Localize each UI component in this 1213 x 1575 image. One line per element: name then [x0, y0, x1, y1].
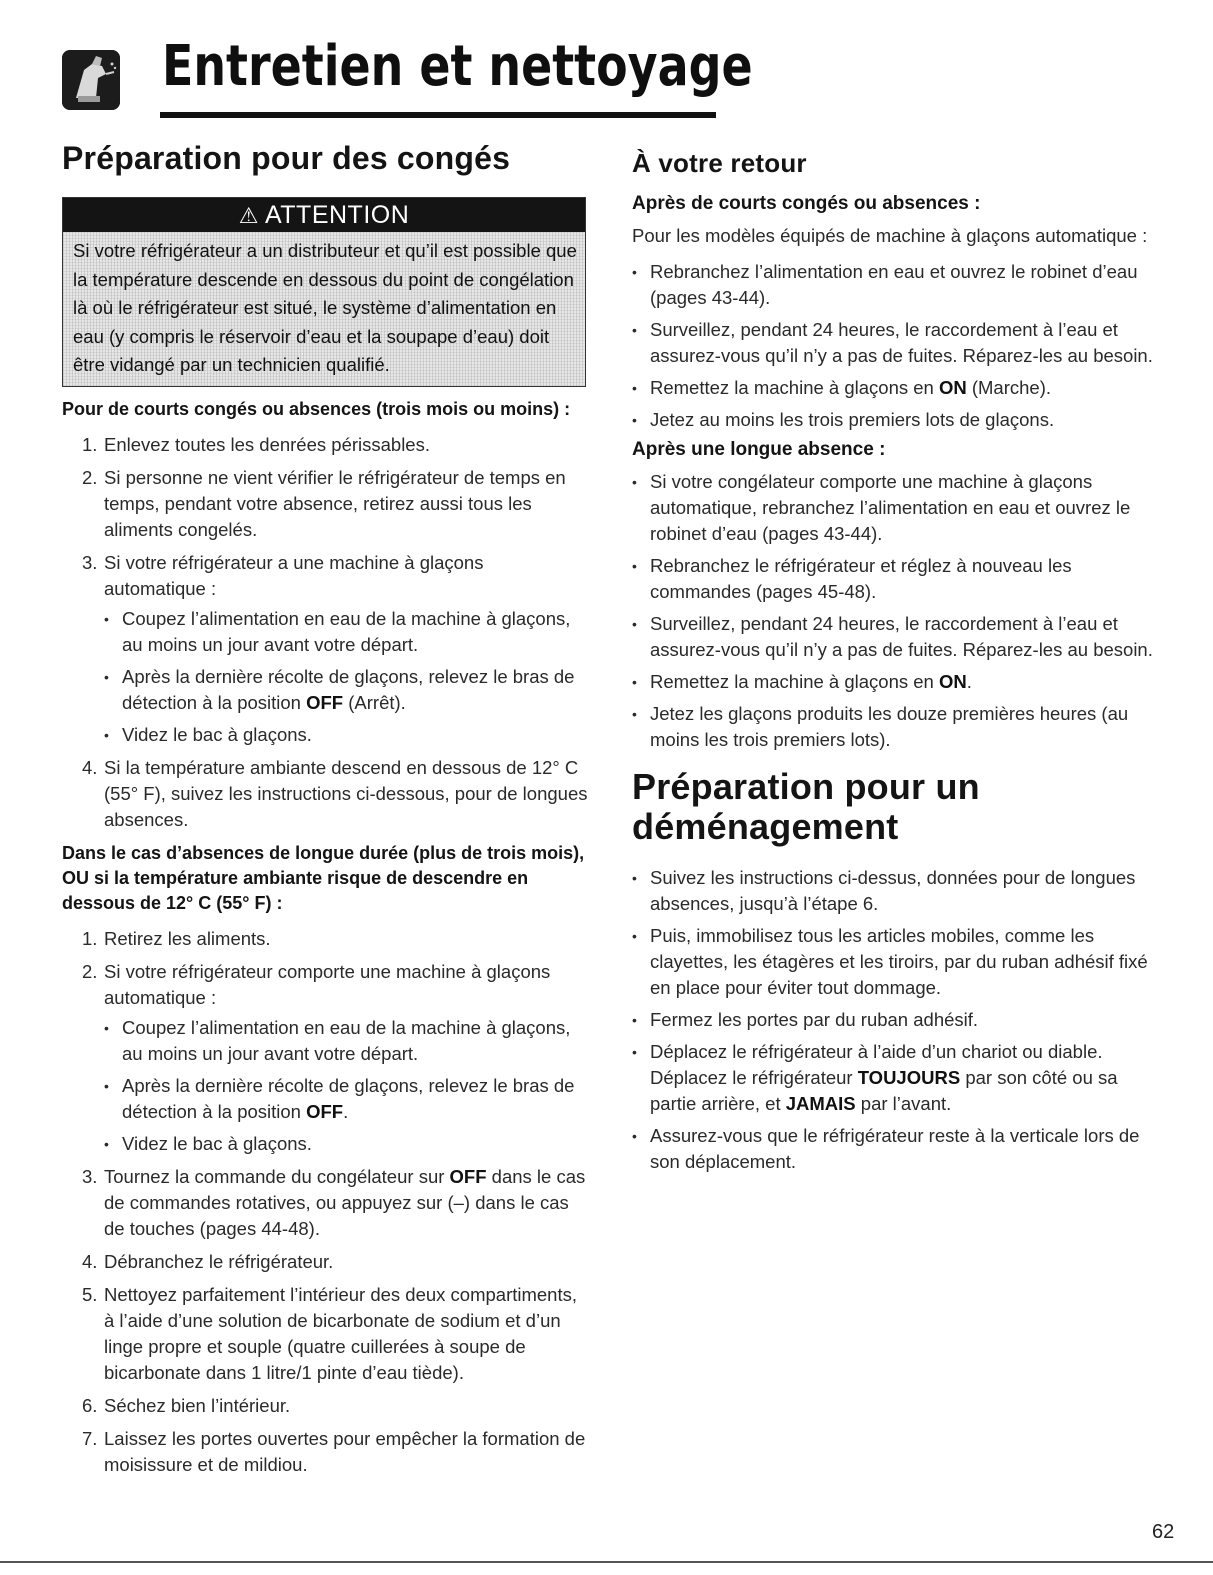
- step-item: [62, 1393, 590, 1419]
- right-column: [632, 148, 1162, 1181]
- keyword-off: OFF: [306, 691, 344, 713]
- bullet-text: par l’avant.: [855, 1093, 952, 1114]
- bullet-item: • Videz le bac à glaçons.: [104, 722, 590, 748]
- bullet-text: Après la dernière récolte de glaçons, relevez le bras de détection à la position: [122, 665, 575, 713]
- left-column: [62, 140, 590, 1486]
- attention-header: [63, 198, 585, 232]
- long-return-heading: Après une longue absence :: [632, 439, 886, 460]
- short-absence-heading: Pour de courts congés ou absences (trois mois ou moins) :: [62, 398, 571, 419]
- bottom-rule: [0, 1561, 1213, 1563]
- long-absence-heading: Dans le cas d’absences de longue durée (plus de trois mois), OU si la température ambiante risque de descendre en dessous de 12° C (55° F) :: [62, 842, 585, 913]
- short-return-bullets: [632, 259, 1162, 433]
- step-text: Nettoyez parfaitement l’intérieur des deux compartiments, à l’aide d’une solution de bicarbonate de sodium et d’un linge propre et souple (quatre cuillerées à soupe de bicarbonate dans 1 litre/1 pinte d’eau tiède).: [104, 1283, 577, 1383]
- bullet-item: • Surveillez, pendant 24 heures, le raccordement à l’eau et assurez-vous qu’il n’y a pas de fuites. Réparez-les au besoin.: [632, 317, 1162, 369]
- step-text: dans le cas de commandes rotatives, ou appuyez sur (–) dans le cas de touches (pages 44-48).: [104, 1165, 586, 1239]
- step-text: Séchez bien l’intérieur.: [104, 1394, 291, 1416]
- attention-box: [62, 197, 586, 387]
- bullet-text: .: [966, 671, 972, 692]
- bullet-item: • Rebranchez le réfrigérateur et réglez à nouveau les commandes (pages 45-48).: [632, 553, 1162, 605]
- bullet-item: [632, 375, 1162, 401]
- section-title-return: À votre retour: [632, 148, 807, 178]
- step-number: 1.: [82, 927, 98, 949]
- step-text: Si votre réfrigérateur a une machine à glaçons automatique :: [104, 551, 484, 599]
- bullet-text: Remettez la machine à glaçons en: [650, 377, 939, 398]
- step-text: Si votre réfrigérateur comporte une machine à glaçons automatique :: [104, 960, 551, 1008]
- bullet-text: Après la dernière récolte de glaçons, relevez le bras de détection à la position: [122, 1074, 575, 1122]
- section-title-moving: Préparation pour un déménagement: [632, 766, 980, 847]
- step-item: [62, 550, 590, 748]
- page-header: [62, 34, 753, 124]
- keyword-on: ON: [938, 671, 967, 692]
- title-underline: [160, 112, 716, 118]
- bullet-item: [104, 1073, 590, 1125]
- step-text: Débranchez le réfrigérateur.: [104, 1250, 334, 1272]
- step-item: [62, 465, 590, 543]
- step-item: [62, 959, 590, 1157]
- bullet-text: (Arrêt).: [343, 691, 406, 713]
- bullet-item: [632, 1039, 1162, 1117]
- keyword-off: OFF: [449, 1165, 487, 1187]
- bullet-item: • Rebranchez l’alimentation en eau et ouvrez le robinet d’eau (pages 43-44).: [632, 259, 1162, 311]
- bullet-item: • Coupez l’alimentation en eau de la machine à glaçons, au moins un jour avant votre départ.: [104, 1015, 590, 1067]
- step-text: Retirez les aliments.: [104, 927, 271, 949]
- step-number: 7.: [82, 1427, 98, 1449]
- moving-bullets: [632, 865, 1162, 1175]
- spray-bottle-icon: [62, 50, 120, 110]
- step-text: Si la température ambiante descend en dessous de 12° C (55° F), suivez les instructions ci-dessous, pour de longues absences.: [104, 756, 588, 830]
- bullet-text: (Marche).: [966, 377, 1052, 398]
- step-number: 4.: [82, 756, 98, 778]
- step-number: 4.: [82, 1250, 98, 1272]
- step-number: 2.: [82, 466, 98, 488]
- bullet-item: • Assurez-vous que le réfrigérateur reste à la verticale lors de son déplacement.: [632, 1123, 1162, 1175]
- step-text: Enlevez toutes les denrées périssables.: [104, 433, 430, 455]
- page-number: 62: [1152, 1521, 1175, 1543]
- step-number: 2.: [82, 960, 98, 982]
- bullet-item: • Coupez l’alimentation en eau de la machine à glaçons, au moins un jour avant votre départ.: [104, 606, 590, 658]
- bullet-item: • Videz le bac à glaçons.: [104, 1131, 590, 1157]
- bullet-text: .: [343, 1100, 349, 1122]
- step-number: 6.: [82, 1394, 98, 1416]
- bullet-item: • Si votre congélateur comporte une machine à glaçons automatique, rebranchez l’alimentation en eau et ouvrez le robinet d’eau (pages 43-44).: [632, 469, 1162, 547]
- long-return-bullets: [632, 469, 1162, 753]
- bullet-item: • Puis, immobilisez tous les articles mobiles, comme les clayettes, les étagères et les tiroirs, par du ruban adhésif fixé en place pour éviter tout dommage.: [632, 923, 1162, 1001]
- bullet-item: [632, 669, 1162, 695]
- step-item: [62, 1426, 590, 1478]
- keyword-always: TOUJOURS: [857, 1067, 961, 1088]
- bullet-item: • Suivez les instructions ci-dessus, données pour de longues absences, jusqu’à l’étape 6.: [632, 865, 1162, 917]
- bullet-text: par son côté ou sa partie arrière, et: [650, 1067, 1118, 1114]
- step-number: 3.: [82, 1165, 98, 1187]
- step-item: [62, 755, 590, 833]
- bullet-item: • Jetez les glaçons produits les douze premières heures (au moins les trois premiers lots).: [632, 701, 1162, 753]
- bullet-text: Déplacez le réfrigérateur à l’aide d’un chariot ou diable. Déplacez le réfrigérateur: [650, 1041, 1103, 1088]
- step-item: [62, 1282, 590, 1386]
- step-item: [62, 926, 590, 952]
- step-item: [62, 1249, 590, 1275]
- attention-heading: ATTENTION: [264, 201, 410, 229]
- keyword-on: ON: [938, 377, 967, 398]
- attention-text: Si votre réfrigérateur a un distributeur et qu’il est possible que la température descende en dessous du point de congélation là où le réfrigérateur est situé, le système d’alimentation en eau (y compris le réservoir d’eau et la soupape d’eau) doit être vidangé par un technicien qualifié.: [63, 232, 585, 386]
- bullet-item: [104, 664, 590, 716]
- warning-icon: ⚠: [238, 203, 259, 228]
- short-absence-steps: [62, 432, 590, 833]
- section-title-vacation: Préparation pour des congés: [62, 140, 511, 176]
- step-item: [62, 432, 590, 458]
- bullet-item: • Surveillez, pendant 24 heures, le raccordement à l’eau et assurez-vous qu’il n’y a pas de fuites. Réparez-les au besoin.: [632, 611, 1162, 663]
- step-number: 3.: [82, 551, 98, 573]
- bullet-item: • Fermez les portes par du ruban adhésif.: [632, 1007, 1162, 1033]
- step-number: 1.: [82, 433, 98, 455]
- bullet-item: • Jetez au moins les trois premiers lots de glaçons.: [632, 407, 1162, 433]
- short-return-intro: Pour les modèles équipés de machine à glaçons automatique :: [632, 225, 1148, 246]
- step-item: [62, 1164, 590, 1242]
- keyword-never: JAMAIS: [785, 1093, 856, 1114]
- bullet-text: Remettez la machine à glaçons en: [650, 671, 939, 692]
- keyword-off: OFF: [306, 1100, 344, 1122]
- step-text: Si personne ne vient vérifier le réfrigérateur de temps en temps, pendant votre absence, retirez aussi tous les aliments congelés.: [104, 466, 566, 540]
- short-return-heading: Après de courts congés ou absences :: [632, 193, 981, 214]
- long-absence-steps: [62, 926, 590, 1478]
- step-text: Tournez la commande du congélateur sur: [104, 1165, 450, 1187]
- step-sub-bullets: [104, 606, 590, 748]
- page-title: Entretien et nettoyage: [162, 34, 753, 99]
- step-text: Laissez les portes ouvertes pour empêcher la formation de moisissure et de mildiou.: [104, 1427, 586, 1475]
- step-number: 5.: [82, 1283, 98, 1305]
- step-sub-bullets: [104, 1015, 590, 1157]
